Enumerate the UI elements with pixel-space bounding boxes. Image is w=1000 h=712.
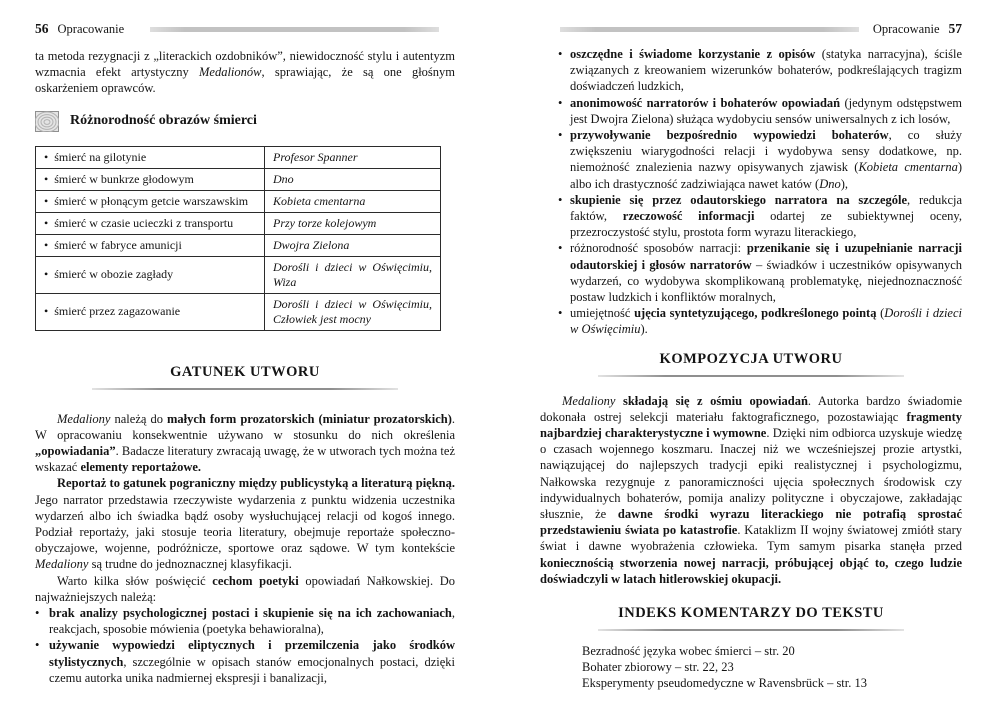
death-type-text: śmierć w obozie zagłady — [54, 267, 174, 282]
bullet-marker: • — [44, 237, 49, 252]
table-row — [36, 168, 441, 190]
image-section-heading — [35, 110, 455, 133]
bullet-item — [35, 605, 455, 637]
bullet-list — [540, 46, 962, 338]
bullet-marker: • — [44, 149, 49, 164]
work-title-cell: Dorośli i dzieci w Oświęcimiu, Wiza — [265, 256, 441, 293]
death-type-cell — [36, 146, 265, 168]
bullet-marker: • — [44, 193, 49, 208]
bullet-list — [35, 605, 455, 686]
table-row — [36, 256, 441, 293]
death-type-cell — [36, 190, 265, 212]
table-row — [36, 212, 441, 234]
bullet-item — [35, 637, 455, 686]
section-title: INDEKS KOMENTARZY DO TEKSTU — [618, 605, 884, 622]
image-section-title: Różnorodność obrazów śmierci — [70, 113, 257, 129]
bullet-marker: • — [35, 638, 40, 653]
death-type-cell — [36, 256, 265, 293]
page-56 — [35, 22, 455, 686]
section-rule — [598, 375, 904, 377]
bullet-marker: • — [35, 606, 40, 621]
page-header-right — [540, 22, 962, 36]
death-type-text: śmierć w bunkrze głodowym — [54, 171, 194, 186]
section-heading-indeks — [540, 605, 962, 631]
bullet-marker: • — [44, 215, 49, 230]
bullet-marker: • — [44, 304, 49, 319]
death-type-cell — [36, 234, 265, 256]
bullet-marker: • — [44, 267, 49, 282]
bullet-item — [540, 240, 962, 305]
work-title-cell: Przy torze kolejowym — [265, 212, 441, 234]
bullet-marker: • — [558, 128, 563, 143]
paragraph: Medaliony należą do małych form prozatorskich (miniatur prozatorskich). W opracowaniu konsekwentnie używano w stosunku do nich określenia „opowiadania”. Badacze literatury zwracają uwagę, że w utworach tych można też wskazać elementy reportażowe. — [35, 411, 455, 475]
death-type-cell — [36, 168, 265, 190]
death-type-text: śmierć na gilotynie — [54, 149, 147, 164]
bullet-item — [540, 192, 962, 241]
bullet-marker: • — [44, 171, 49, 186]
page-header-left — [35, 22, 455, 36]
paragraph: Reportaż to gatunek pograniczny między publicystyką a literaturą piękną. Jego narrator przedstawia rzeczywiste wydarzenia z punktu widzenia uczestnika wydarzeń albo ich świadka bądź osoby wysłuchującej relacji od kogoś innego. Podział reportaży, jaki stosuje teoria literatury, obejmuje reportaże społeczno-obyczajowe, wojenne, podróżnicze, sportowe oraz sądowe. W tym kontekście Medaliony są trudne do jednoznacznej klasyfikacji. — [35, 476, 455, 572]
table-row — [36, 234, 441, 256]
work-title-cell: Dwojra Zielona — [265, 234, 441, 256]
death-type-cell — [36, 293, 265, 330]
bullet-text: skupienie się przez odautorskiego narratora na szczególe, redukcja faktów, rzeczowość informacji odartej ze subiektywnej oceny, przezroczystość stylu, prostota form wyrazu literackiego, — [570, 192, 963, 240]
table-row — [36, 293, 441, 330]
section-title: GATUNEK UTWORU — [170, 363, 320, 380]
section-heading-gatunek — [35, 364, 455, 390]
section-rule — [598, 629, 904, 631]
work-title-cell: Profesor Spanner — [265, 146, 441, 168]
death-type-text: śmierć w płonącym getcie warszawskim — [54, 193, 249, 208]
intro-paragraph: ta metoda rezygnacji z „literackich ozdobników”, niewidoczność stylu i autentyzm wzmacnia efekt artystyczny Medalionów, sprawiając, że są one głośnym oskarżeniem oprawców. — [35, 49, 456, 96]
page-57 — [540, 22, 962, 691]
bullet-marker: • — [558, 192, 563, 207]
bullet-text: oszczędne i świadome korzystanie z opisów (statyka narracyjna), ściśle związanych z kreowaniem wizerunków bohaterów, podkreślających tragizm doświadczeń ludzkich, — [570, 47, 963, 94]
bullet-item — [540, 46, 962, 95]
index-entry: Bohater zbiorowy – str. 22, 23 — [582, 660, 734, 675]
paragraph: Medaliony składają się z ośmiu opowiadań. Autorka bardzo świadomie dokonała ostrej selekcji materiału faktograficznego, pozostawiając fragmenty najbardziej charakterystyczne i wymowne. Dzięki nim odbiorca uzyskuje wiedzę o czasach wojennego koszmaru. Inaczej niż we wcześniejszej prozie artystki, nawiązującej do najlepszych tradycji epiki realistycznej i psychologizmu, Nałkowska rezygnuje z panoramiczności ujęcia społecznych środowisk czy indywidualnych bohaterów, pomija analizy polityczne i obyczajowe, zakładając słusznie, że dawne środki wyrazu literackiego nie potrafią sprostać przedstawieniu świata po katastrofie. Kataklizm II wojny światowej zmiótł stary świat i dawne wyobrażenia człowieka. Tym samym pisarka stanęła przed koniecznością stworzenia nowej narracji, próbującej objąć to, czego ludzie doświadczyli w latach hitlerowskiej okupacji. — [540, 393, 963, 586]
death-images-table — [35, 146, 441, 331]
bullet-text: przywoływanie bezpośrednio wypowiedzi bohaterów, co służy zwiększeniu wiarygodności relacji i wydobywa sensy dodatkowe, np. niemożność znalezienia nazwy opisywanych zjawisk (Kobieta cmentarna) albo ich drastyczność zadziwiająca nawet katów (Dno), — [570, 128, 963, 191]
running-head: Opracowanie — [872, 21, 940, 36]
bullet-marker: • — [558, 306, 563, 321]
bullet-text: różnorodność sposobów narracji: przenikanie się i uzupełnianie narracji odautorskiej i głosów narratorów – świadków i uczestników opisywanych wydarzeń, co wydobywa skomplikowaną problematykę, niejednoznaczność postaw ludzkich i konfliktów moralnych, — [570, 241, 963, 305]
table-row — [36, 146, 441, 168]
bullet-item — [540, 95, 962, 127]
paragraph: Warto kilka słów poświęcić cechom poetyki opowiadań Nałkowskiej. Do najważniejszych należą: — [35, 573, 455, 604]
bullet-text: brak analizy psychologicznej postaci i skupienie się na ich zachowaniach, reakcjach, sposobie mówienia (poetyka behawioralna), — [49, 606, 455, 637]
bullet-text: używanie wypowiedzi eliptycznych i przemilczenia jako środków stylistycznych, szczególnie w opisach stanów emocjonalnych postaci, dzięki czemu autorka unika nadmiernej ekspresji i banalizacji, — [49, 638, 455, 685]
header-rule — [560, 27, 859, 32]
bullet-text: anonimowość narratorów i bohaterów opowiadań (jedynym odstępstwem jest Dwojra Zielona) służąca wydobyciu sensów uniwersalnych z ich losów, — [570, 95, 962, 126]
page-number: 56 — [35, 21, 49, 36]
section-title: KOMPOZYCJA UTWORU — [659, 350, 843, 367]
bullet-text: umiejętność ujęcia syntetyzującego, podkreślonego pointą (Dorośli i dzieci w Oświęcimiu). — [570, 306, 962, 337]
bullet-item — [540, 127, 962, 192]
death-type-cell — [36, 212, 265, 234]
section-rule — [92, 388, 398, 390]
page-number: 57 — [948, 21, 962, 36]
running-head: Opracowanie — [57, 21, 125, 36]
bullet-marker: • — [558, 47, 563, 61]
index-entry: Eksperymenty pseudomedyczne w Ravensbrück – str. 13 — [582, 676, 868, 691]
fingerprint-icon — [35, 111, 59, 132]
header-rule — [150, 27, 439, 32]
index-list — [540, 643, 962, 691]
bullet-marker: • — [558, 95, 563, 110]
work-title-cell: Kobieta cmentarna — [265, 190, 441, 212]
bullet-marker: • — [558, 241, 563, 256]
table-row — [36, 190, 441, 212]
section-heading-kompozycja — [540, 351, 962, 377]
work-title-cell: Dno — [265, 168, 441, 190]
bullet-item — [540, 305, 962, 337]
work-title-cell: Dorośli i dzieci w Oświęcimiu, Człowiek jest mocny — [265, 293, 441, 330]
death-type-text: śmierć przez zagazowanie — [54, 304, 181, 319]
index-entry: Bezradność języka wobec śmierci – str. 20 — [582, 644, 795, 659]
death-type-text: śmierć w czasie ucieczki z transportu — [54, 215, 234, 230]
death-type-text: śmierć w fabryce amunicji — [54, 237, 182, 252]
